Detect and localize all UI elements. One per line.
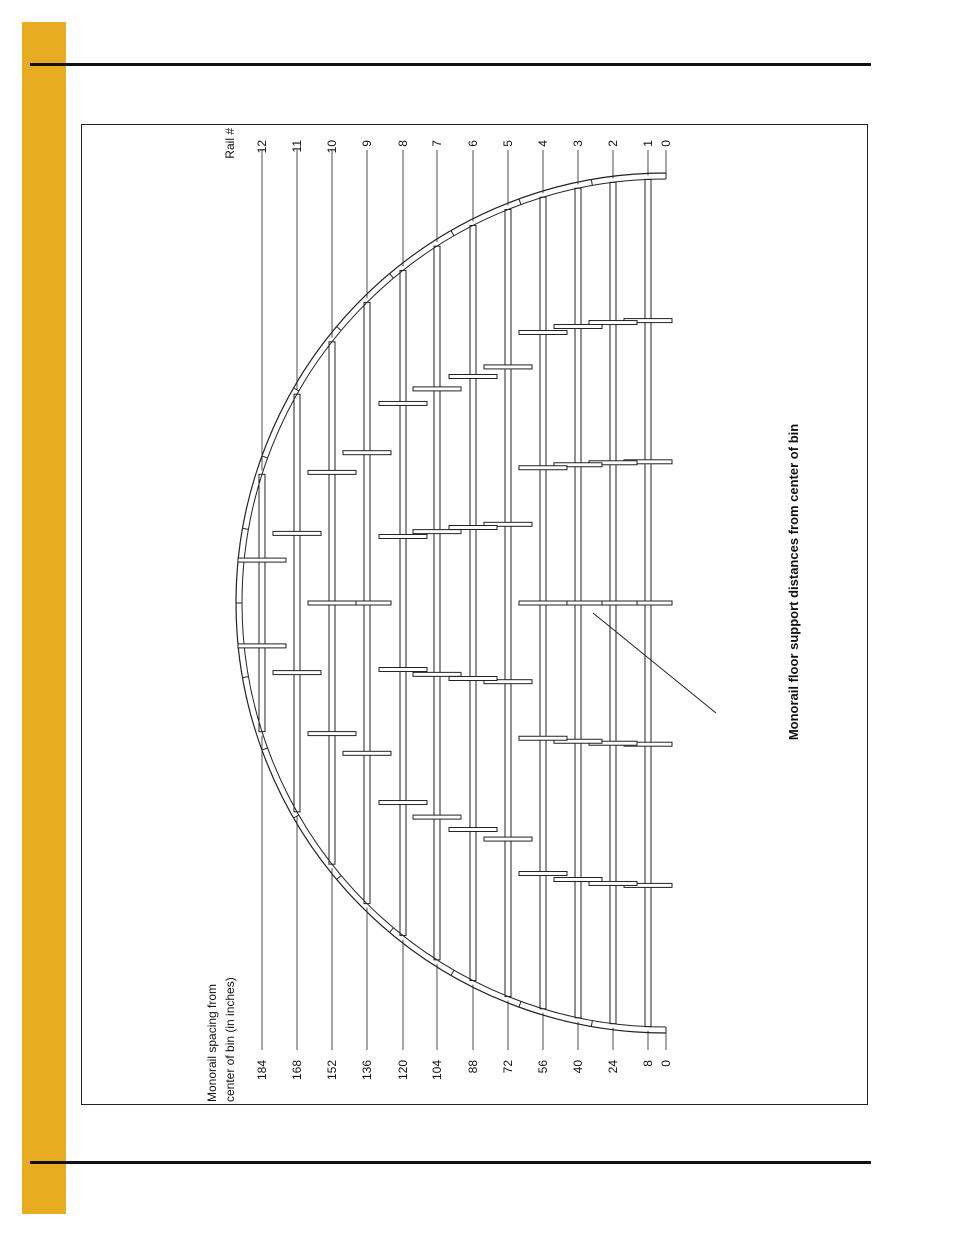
rail-number-label: 6	[466, 140, 480, 147]
rail-number-label: 7	[430, 140, 444, 147]
floor-support-bracket	[413, 530, 461, 534]
spacing-header-line2: center of bin (in inches)	[223, 977, 237, 1102]
floor-support-bracket	[484, 837, 532, 841]
wall-panel-seam	[451, 970, 454, 975]
rail-spacing-label: 0	[659, 1060, 673, 1067]
wall-panel-seam	[390, 274, 394, 279]
floor-support-bracket	[449, 374, 497, 378]
floor-support-bracket	[554, 878, 602, 882]
callout-leader-line	[593, 613, 716, 713]
rail-number-label: 2	[606, 140, 620, 147]
floor-support-bracket	[379, 801, 427, 805]
rail-spacing-label: 56	[536, 1060, 550, 1074]
wall-panel-seam	[591, 180, 592, 186]
floor-support-bracket	[308, 732, 356, 736]
rail-number-label: 10	[325, 140, 339, 154]
floor-support-bracket	[554, 324, 602, 328]
wall-panel-seam	[294, 815, 299, 818]
rail-number-label: 0	[659, 140, 673, 147]
rail-6-bar	[470, 225, 476, 980]
rail-number-label: 1	[641, 140, 655, 147]
floor-support-bracket	[343, 451, 391, 455]
rail-number-label: 9	[360, 140, 374, 147]
floor-support-bracket	[413, 815, 461, 819]
wall-panel-seam	[294, 388, 299, 391]
wall-panel-seam	[337, 876, 342, 880]
rail-spacing-label: 72	[501, 1060, 515, 1074]
wall-panel-seam	[519, 1001, 521, 1007]
floor-support-bracket	[379, 534, 427, 538]
wall-panel-seam	[337, 327, 342, 331]
wall-panel-seam	[591, 1021, 592, 1027]
wall-panel-seam	[390, 928, 394, 933]
floor-support-bracket	[449, 828, 497, 832]
floor-support-bracket	[589, 321, 637, 325]
floor-support-bracket	[343, 751, 391, 755]
rail-spacing-label: 8	[641, 1060, 655, 1067]
floor-support-bracket	[484, 365, 532, 369]
rail-spacing-label: 120	[396, 1060, 410, 1081]
rail-number-label: 3	[571, 140, 585, 147]
wall-panel-seam	[243, 528, 249, 529]
rail-spacing-label: 152	[325, 1060, 339, 1081]
floor-support-bracket	[449, 677, 497, 681]
rail-lines	[259, 150, 666, 1050]
rail-spacing-label: 88	[466, 1060, 480, 1074]
wall-panel-seam	[262, 456, 268, 458]
floor-support-bracket	[273, 531, 321, 535]
floor-support-bracket	[308, 470, 356, 474]
floor-support-bracket	[308, 601, 356, 605]
rail-spacing-label: 184	[255, 1060, 269, 1081]
spacing-header-line1: Monorail spacing from	[205, 983, 219, 1102]
floor-supports	[238, 319, 672, 888]
floor-support-bracket	[519, 601, 567, 605]
floor-support-bracket	[238, 644, 286, 648]
rail-11-bar	[294, 394, 300, 812]
rail-spacing-label: 24	[606, 1060, 620, 1074]
rail-12-bar	[259, 474, 265, 731]
rail-number-label: 5	[501, 140, 515, 147]
floor-support-bracket	[519, 330, 567, 334]
floor-support-bracket	[413, 387, 461, 391]
floor-support-bracket	[449, 525, 497, 529]
floor-support-bracket	[379, 668, 427, 672]
floor-support-bracket	[519, 736, 567, 740]
wall-panel-seam	[243, 677, 249, 678]
rail-number-label: 11	[290, 140, 304, 153]
rail-8-bar	[400, 270, 406, 935]
floor-support-bracket	[379, 401, 427, 405]
rail-spacing-label: 136	[360, 1060, 374, 1081]
rail-number-label: 4	[536, 140, 550, 147]
rail-spacing-label: 40	[571, 1060, 585, 1074]
wall-panel-seam	[451, 231, 454, 236]
wall-panel-seam	[519, 199, 521, 205]
rail-header: Rail #	[223, 128, 237, 159]
floor-support-bracket	[589, 881, 637, 885]
rail-number-label: 8	[396, 140, 410, 147]
floor-support-bracket	[238, 558, 286, 562]
rail-spacing-label: 104	[430, 1060, 444, 1081]
floor-support-bracket	[519, 872, 567, 876]
floor-support-bracket	[519, 466, 567, 470]
floor-support-bracket	[413, 672, 461, 676]
rail-7-bar	[434, 246, 440, 960]
rail-spacing-label: 168	[290, 1060, 304, 1081]
rail-number-label: 12	[255, 140, 269, 154]
floor-support-bracket	[273, 671, 321, 675]
rail-5-bar	[505, 210, 511, 997]
wall-panel-seam	[262, 748, 268, 750]
callout-label: Monorail floor support distances from center of bin	[786, 423, 801, 741]
